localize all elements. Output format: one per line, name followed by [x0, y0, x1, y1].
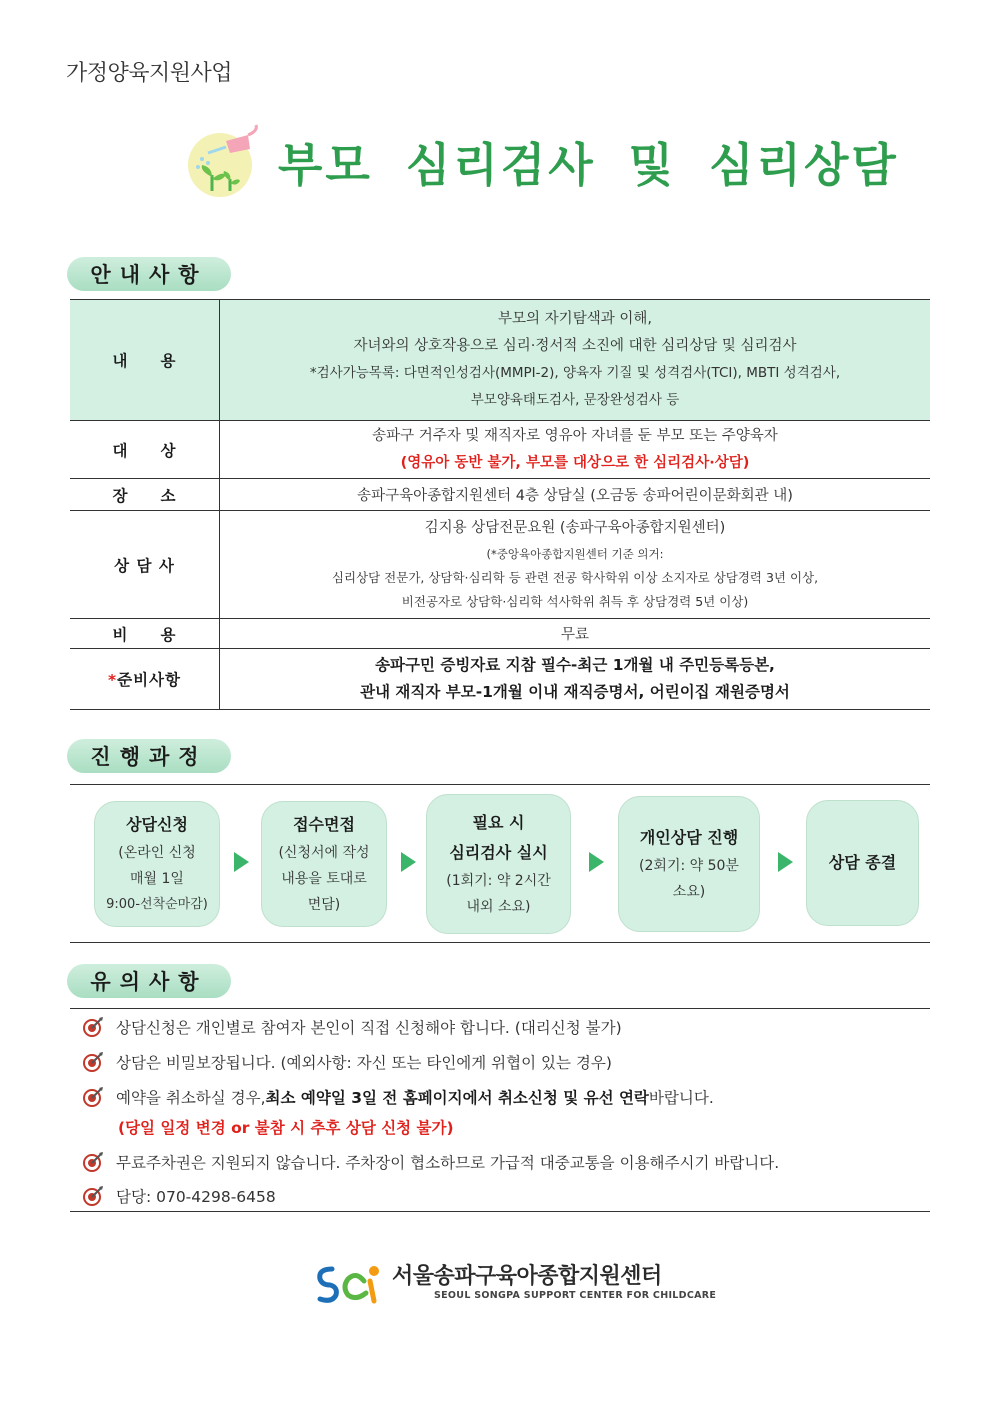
target-value	[220, 421, 931, 479]
process-step-apply	[94, 801, 220, 927]
prep-line: 관내 재직자 부모-1개월 이내 재직증명서, 어린이집 재원증명서	[360, 683, 790, 701]
note-item	[82, 1016, 622, 1038]
content-line: 부모양육태도검사, 문장완성검사 등	[470, 392, 680, 408]
target-line: 송파구 거주자 및 재직자로 영유아 자녀를 둔 부모 또는 주양육자	[372, 427, 778, 444]
cost-label: 비 용	[70, 619, 220, 649]
center-logo	[314, 1261, 716, 1305]
target-label: 대 상	[70, 421, 220, 479]
note-text: 담당: 070-4298-6458	[116, 1188, 276, 1206]
counselor-criteria: 심리상담 전문가, 상담학·심리학 등 관련 전공 학사학위 이상 소지자로 상담경력 3년 이상,	[331, 570, 819, 585]
prep-star: *	[107, 671, 118, 689]
info-row-target	[70, 421, 930, 479]
step-desc: 소요)	[672, 884, 706, 900]
note-text: 상담은 비밀보장됩니다. (예외사항: 자신 또는 타인에게 위협이 있는 경우)	[116, 1054, 612, 1072]
content-line: 자녀와의 상호작용으로 심리·정서적 소진에 대한 심리상담 및 심리검사	[353, 338, 797, 354]
counselor-name: 김지용 상담전문요원 (송파구육아종합지원센터)	[424, 520, 726, 536]
counselor-criteria: 비전공자로 상담학·심리학 석사학위 취득 후 상담경력 5년 이상)	[401, 594, 749, 609]
step-desc: 면담)	[307, 897, 341, 913]
divider	[70, 784, 930, 785]
info-row-prep	[70, 649, 930, 710]
note-item	[82, 1086, 714, 1108]
note-text: 무료주차권은 지원되지 않습니다. 주차장이 협소하므로 가급적 대중교통을 이용해주시기 바랍니다.	[116, 1154, 780, 1172]
step-desc: 매월 1일	[130, 871, 184, 887]
info-row-content	[70, 300, 930, 421]
note-item	[82, 1051, 612, 1073]
target-warning: (영유아 동반 불가, 부모를 대상으로 한 심리검사·상담)	[400, 454, 750, 471]
step-desc: (1회기: 약 2시간	[446, 873, 551, 889]
arrow-right-icon	[778, 852, 793, 872]
note-item	[82, 1151, 779, 1173]
target-dart-icon	[82, 1086, 104, 1108]
place-value: 송파구육아종합지원센터 4층 상담실 (오금동 송파어린이문화회관 내)	[220, 479, 931, 511]
process-step-interview	[261, 801, 387, 927]
step-title: 상담신청	[126, 815, 188, 834]
step-desc: 내외 소요)	[466, 899, 531, 915]
prep-label: 준비사항	[117, 671, 181, 689]
center-logo-icon	[314, 1261, 384, 1305]
prep-label-cell	[70, 649, 220, 710]
note-warning: (당일 일정 변경 or 불참 시 추후 상담 신청 불가)	[118, 1119, 454, 1137]
content-line: 부모의 자기탐색과 이해,	[498, 311, 652, 327]
counselor-criteria: (*중앙육아종합지원센터 기준 의거:	[486, 547, 664, 561]
divider	[70, 1008, 930, 1009]
info-row-cost	[70, 619, 930, 649]
arrow-right-icon	[589, 852, 604, 872]
section-process-pill: 진행과정	[67, 739, 231, 773]
cost-value: 무료	[220, 619, 931, 649]
step-title: 필요 시 심리검사 실시	[449, 813, 548, 862]
process-step-close	[806, 800, 919, 926]
divider	[70, 942, 930, 943]
process-step-test	[426, 794, 571, 934]
prep-value	[220, 649, 931, 710]
note-text-bold: 최소 예약일 3일 전 홈페이지에서 취소신청 및 유선 연락	[265, 1089, 649, 1107]
target-dart-icon	[82, 1016, 104, 1038]
arrow-right-icon	[401, 852, 416, 872]
note-text-pre: 예약을 취소하실 경우,	[116, 1089, 266, 1107]
prep-line: 송파구민 증빙자료 지참 필수-최근 1개월 내 주민등록등본,	[375, 656, 775, 674]
step-desc: (온라인 신청	[118, 845, 196, 861]
step-title: 상담 종결	[828, 853, 897, 872]
place-label: 장 소	[70, 479, 220, 511]
info-table	[70, 299, 930, 710]
step-desc: (신청서에 작성	[278, 845, 370, 861]
content-value	[220, 300, 931, 421]
org-name-kr: 서울송파구육아종합지원센터	[392, 1264, 662, 1289]
step-desc: 9:00-선착순마감)	[106, 897, 208, 912]
counselor-label: 상 담 사	[70, 511, 220, 619]
note-text: 상담신청은 개인별로 참여자 본인이 직접 신청해야 합니다. (대리신청 불가)	[116, 1019, 622, 1037]
program-name: 가정양육지원사업	[66, 61, 233, 86]
target-dart-icon	[82, 1051, 104, 1073]
step-desc: 내용을 토대로	[281, 871, 367, 887]
content-line: *검사가능목록: 다면적인성검사(MMPI-2), 양육자 기질 및 성격검사(TCI), MBTI 성격검사,	[309, 365, 841, 381]
target-dart-icon	[82, 1185, 104, 1207]
counselor-value	[220, 511, 931, 619]
info-row-counselor	[70, 511, 930, 619]
info-row-place	[70, 479, 930, 511]
note-item	[82, 1185, 276, 1207]
step-title: 접수면접	[293, 815, 355, 834]
org-name-en: SEOUL SONGPA SUPPORT CENTER FOR CHILDCARE	[434, 1290, 717, 1301]
title-block	[186, 124, 899, 200]
watering-can-sprout-icon	[186, 123, 264, 201]
section-notes-pill: 유의사항	[67, 964, 231, 998]
target-dart-icon	[82, 1151, 104, 1173]
logo-text	[392, 1264, 716, 1302]
step-desc: (2회기: 약 50분	[639, 858, 739, 874]
step-title: 개인상담 진행	[639, 828, 739, 847]
content-label: 내 용	[70, 300, 220, 421]
page-title: 부모 심리검사 및 심리상담	[278, 138, 899, 192]
note-text-post: 바랍니다.	[648, 1089, 714, 1107]
process-step-counseling	[618, 796, 760, 932]
divider	[70, 1211, 930, 1212]
arrow-right-icon	[234, 852, 249, 872]
section-info-pill: 안내사항	[67, 257, 231, 291]
